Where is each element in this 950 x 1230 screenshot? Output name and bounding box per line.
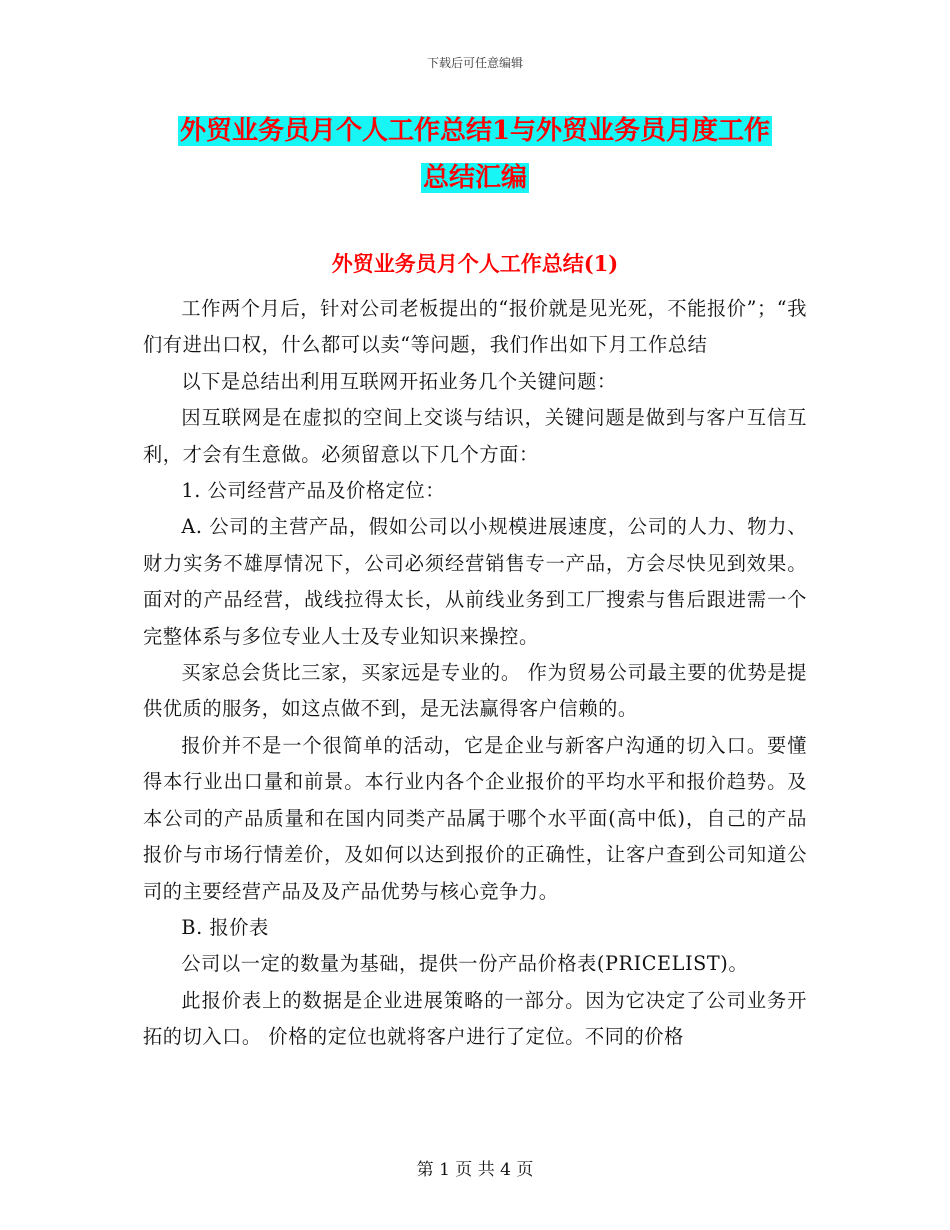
- paragraph: A. 公司的主营产品，假如公司以小规模进展速度，公司的人力、物力、财力实务不雄厚情况下，公司必须经营销售专一产品，方会尽快见到效果。面对的产品经营，战线拉得太长，从前线业务到工厂搜索与售后跟进需一个完整体系与多位专业人士及专业知识来操控。: [143, 515, 807, 648]
- paragraph: 以下是总结出利用互联网开拓业务几个关键问题：: [181, 369, 617, 393]
- document-title-line1: 外贸业务员月个人工作总结1与外贸业务员月度工作: [179, 116, 771, 146]
- document-title: [143, 108, 807, 202]
- document-body: [143, 291, 807, 1056]
- paragraph: 此报价表上的数据是企业进展策略的一部分。因为它决定了公司业务开拓的切入口。 价格的定位也就将客户进行了定位。不同的价格: [143, 988, 807, 1049]
- page-header-note: 下载后可任意编辑: [426, 56, 523, 70]
- page-number: 第 1 页 共 4 页: [416, 1160, 534, 1180]
- paragraph: 报价并不是一个很简单的活动，它是企业与新客户沟通的切入口。要懂得本行业出口量和前景。本行业内各个企业报价的平均水平和报价趋势。及本公司的产品质量和在国内同类产品属于哪个水平面(高中低)，自己的产品报价与市场行情差价，及如何以达到报价的正确性，让客户查到公司知道公司的主要经营产品及及产品优势与核心竞争力。: [143, 733, 807, 903]
- paragraph: 公司以一定的数量为基础，提供一份产品价格表(PRICELIST)。: [181, 952, 749, 976]
- paragraph: 因互联网是在虚拟的空间上交谈与结识，关键问题是做到与客户互信互利，才会有生意做。必须留意以下几个方面：: [143, 406, 807, 466]
- paragraph: 买家总会货比三家，买家远是专业的。 作为贸易公司最主要的优势是提供优质的服务，如这点做不到，是无法赢得客户信赖的。: [143, 661, 807, 721]
- section-title: 外贸业务员月个人工作总结(1): [331, 251, 619, 276]
- document-title-line2: 总结汇编: [422, 163, 527, 193]
- paragraph: B. 报价表: [181, 915, 269, 939]
- paragraph: 工作两个月后，针对公司老板提出的“报价就是见光死，不能报价”；“我们有进出口权，什么都可以卖“等问题，我们作出如下月工作总结: [143, 297, 807, 357]
- paragraph: 1. 公司经营产品及价格定位：: [181, 479, 446, 503]
